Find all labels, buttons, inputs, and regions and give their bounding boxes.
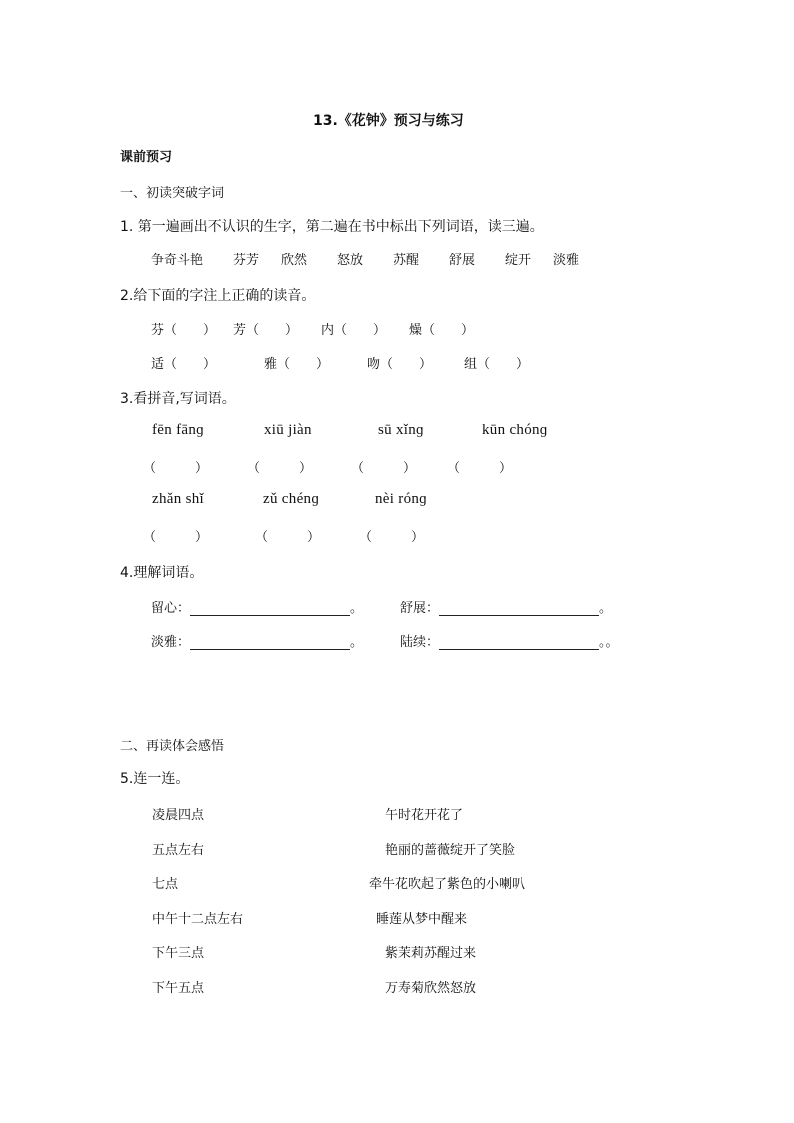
vocab-word: 争奇斗艳	[151, 253, 204, 268]
answer-bracket[interactable]: （ ）	[351, 461, 417, 476]
pinyin-blank[interactable]: 吻（ ）	[367, 357, 433, 372]
pinyin-word: fēn fānɡ	[152, 422, 204, 438]
vocab-word: 怒放	[337, 253, 364, 268]
definition-row	[400, 631, 619, 650]
vocab-word: 绽开	[505, 253, 532, 268]
definition-label: 陆续：	[400, 635, 440, 650]
match-left-item[interactable]: 凌晨四点	[152, 808, 205, 823]
pinyin-blank[interactable]: 雅（ ）	[264, 357, 330, 372]
match-right-item[interactable]: 紫茉莉苏醒过来	[385, 946, 477, 961]
question-1: 1. 第一遍画出不认识的生字，第二遍在书中标出下列词语，读三遍。	[120, 219, 544, 235]
answer-line[interactable]	[190, 603, 350, 616]
question-2: 2.给下面的字注上正确的读音。	[120, 288, 316, 304]
question-3: 3.看拼音,写词语。	[120, 391, 236, 407]
definition-label: 留心：	[151, 601, 191, 616]
pinyin-word: kūn chónɡ	[482, 422, 548, 438]
vocab-word: 芬芳	[233, 253, 260, 268]
answer-bracket[interactable]: （ ）	[359, 530, 425, 545]
vocab-word: 欣然	[281, 253, 308, 268]
definition-end: 。	[599, 601, 613, 616]
answer-bracket[interactable]: （ ）	[247, 461, 313, 476]
pinyin-blank[interactable]: 芬（ ）	[151, 323, 217, 338]
answer-bracket[interactable]: （ ）	[143, 461, 209, 476]
match-left-item[interactable]: 下午五点	[152, 981, 205, 996]
definition-row	[400, 597, 612, 616]
pinyin-word: zǔ chénɡ	[263, 491, 320, 507]
page-title: 13.《花钟》预习与练习	[313, 113, 464, 129]
pinyin-blank[interactable]: 芳（ ）	[233, 323, 299, 338]
answer-line[interactable]	[439, 603, 599, 616]
definition-end: 。	[350, 601, 364, 616]
definition-row	[151, 597, 363, 616]
pinyin-blank[interactable]: 适（ ）	[151, 357, 217, 372]
match-right-item[interactable]: 午时花开花了	[385, 808, 464, 823]
vocab-word: 淡雅	[553, 253, 580, 268]
part1-heading: 一、初读突破字词	[120, 186, 225, 201]
match-left-item[interactable]: 下午三点	[152, 946, 205, 961]
answer-bracket[interactable]: （ ）	[255, 530, 321, 545]
vocab-word: 苏醒	[393, 253, 420, 268]
match-left-item[interactable]: 五点左右	[152, 843, 205, 858]
answer-line[interactable]	[190, 637, 350, 650]
pinyin-word: nèi rónɡ	[375, 491, 427, 507]
definition-row	[151, 631, 363, 650]
answer-bracket[interactable]: （ ）	[143, 530, 209, 545]
match-right-item[interactable]: 牵牛花吹起了紫色的小喇叭	[369, 877, 526, 892]
match-right-item[interactable]: 睡莲从梦中醒来	[376, 912, 468, 927]
pinyin-blank[interactable]: 组（ ）	[464, 357, 530, 372]
match-right-item[interactable]: 艳丽的蔷薇绽开了笑脸	[385, 843, 516, 858]
match-left-item[interactable]: 中午十二点左右	[152, 912, 244, 927]
part2-heading: 二、再读体会感悟	[120, 739, 225, 754]
pinyin-word: zhǎn shǐ	[152, 491, 204, 507]
question-4: 4.理解词语。	[120, 565, 204, 581]
match-right-item[interactable]: 万寿菊欣然怒放	[385, 981, 477, 996]
match-left-item[interactable]: 七点	[152, 877, 179, 892]
pinyin-word: sū xǐnɡ	[378, 422, 424, 438]
pinyin-blank[interactable]: 内（ ）	[321, 323, 387, 338]
vocab-word: 舒展	[449, 253, 476, 268]
definition-label: 淡雅：	[151, 635, 191, 650]
answer-line[interactable]	[439, 637, 599, 650]
pinyin-word: xiū jiàn	[264, 422, 312, 438]
definition-end: 。。	[599, 635, 619, 650]
section-preview-heading: 课前预习	[120, 150, 173, 165]
answer-bracket[interactable]: （ ）	[447, 461, 513, 476]
definition-label: 舒展：	[400, 601, 440, 616]
definition-end: 。	[350, 635, 364, 650]
pinyin-blank[interactable]: 燥（ ）	[409, 323, 475, 338]
question-5: 5.连一连。	[120, 771, 190, 787]
